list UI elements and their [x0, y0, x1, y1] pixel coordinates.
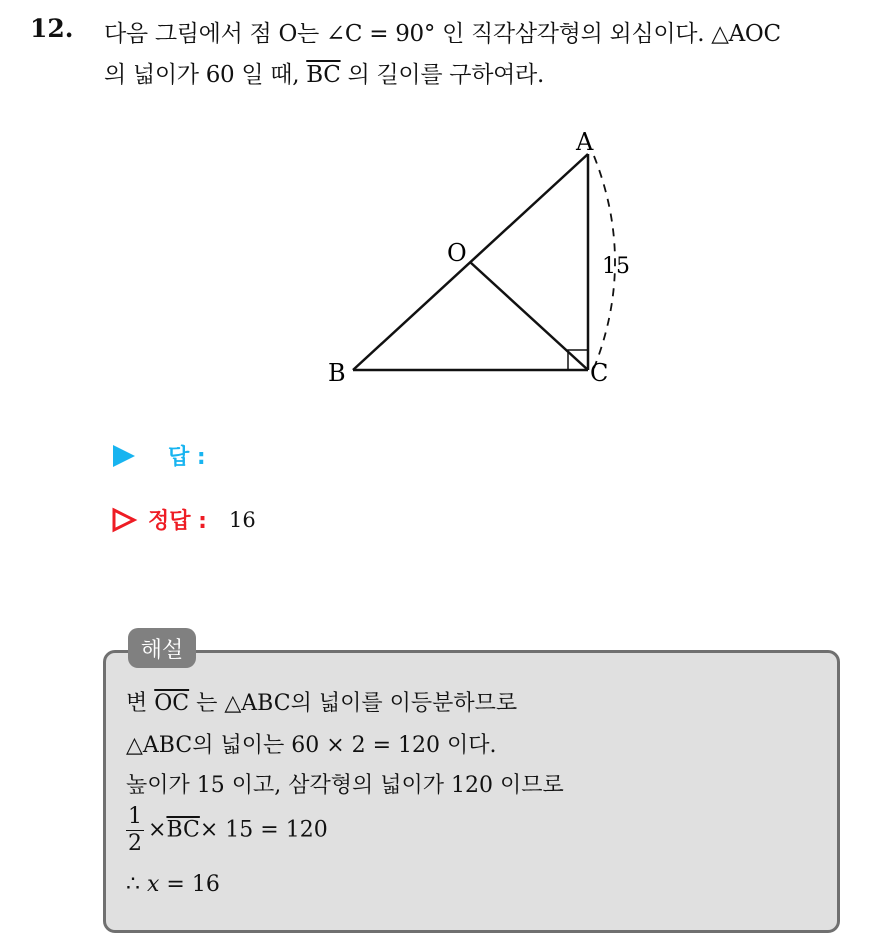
question-text [104, 14, 874, 96]
segment-oc-text: $\overline{OC}$ [154, 691, 190, 716]
solution-line-4: $\frac{1}{2}$ $\times\overline{BC}\times 15 = 120$ [128, 804, 328, 856]
question-number: 12. [30, 14, 74, 43]
segment-bc: $\overline{BC}$ [306, 62, 341, 88]
question-line-1: 다음 그림에서 점 O는 ∠C = 90° 인 직각삼각형의 외심이다. △AOC [104, 21, 781, 47]
segment-bc-solution: $\overline{BC}$ [166, 817, 200, 843]
label-a: A [576, 128, 594, 156]
solution-line-1: 변 $\overline{OC}$ 는 △ABC의 넓이를 이등분하므로 [126, 691, 518, 716]
fraction-half: $\frac{1}{2}$ [128, 804, 142, 856]
filled-triangle-icon [110, 442, 138, 470]
correct-answer-label: 정답 : [148, 509, 207, 534]
triangle-figure [320, 122, 650, 397]
side-length-label: 15 [602, 254, 630, 279]
correct-answer-row [110, 504, 256, 535]
label-c: C [590, 359, 609, 387]
outline-triangle-icon [110, 506, 138, 534]
correct-answer-value: 16 [228, 507, 256, 532]
label-o: O [447, 239, 467, 267]
solution-line-3: 높이가 15 이고, 삼각형의 넓이가 120 이므로 [126, 773, 564, 798]
label-b: B [328, 359, 346, 387]
segment-oc [470, 262, 588, 370]
solution-line-5: ∴ x = 16 [126, 872, 220, 897]
answer-label: 답 : [168, 445, 206, 470]
answer-row [110, 440, 206, 471]
solution-tab: 해설 [128, 628, 196, 668]
question-line-2: 의 넓이가 60 일 때, $\overline{BC}$ 의 길이를 구하여라. [104, 62, 544, 88]
solution-line-2: △ABC의 넓이는 60 × 2 = 120 이다. [126, 733, 497, 758]
